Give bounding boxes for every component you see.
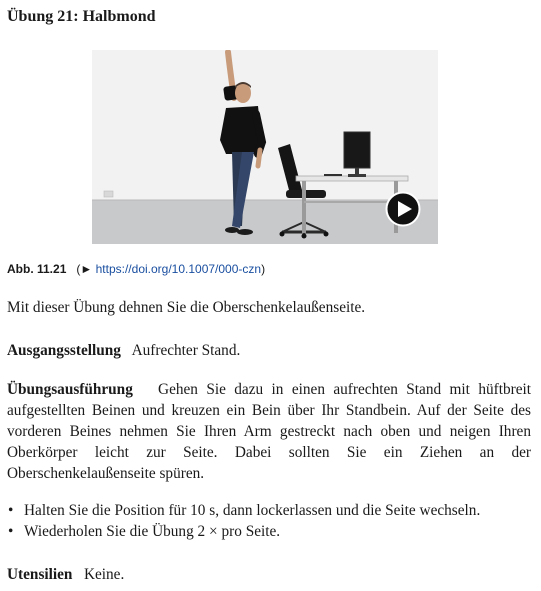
start-position-text: Aufrechter Stand. <box>131 342 241 359</box>
execution-text: Gehen Sie dazu in einen aufrechten Stand mit hüftbreit aufgestellten Beinen und kreuzen ein Bein über Ihr Standbein. Auf der Seite des vorderen Beines nehmen Sie Ihren Arm gestreckt nach oben und neigen Ihren Oberkörper leicht zur Seite. Dabei sollten Sie ein Ziehen an der Oberschenkelaußenseite spüren. <box>7 381 531 482</box>
keyboard <box>324 174 342 176</box>
exercise-video[interactable] <box>92 50 438 244</box>
execution-heading: Übungsausführung <box>7 381 133 398</box>
list-item-text: Halten Sie die Position für 10 s, dann lockerlassen und die Seite wechseln. <box>24 502 481 519</box>
exercise-title: Übung 21: Halbmond <box>7 8 156 25</box>
play-button[interactable] <box>385 191 421 227</box>
wall-outlet <box>104 191 113 197</box>
list-item <box>7 521 531 542</box>
caption-open-paren: ( <box>76 262 81 276</box>
bullet-marker: • <box>8 523 14 540</box>
utensils-paragraph <box>7 564 531 585</box>
intro-text: Mit dieser Übung dehnen Sie die Oberschenkelaußenseite. <box>7 299 366 316</box>
start-position-paragraph <box>7 340 531 361</box>
video-doi-link[interactable]: https://doi.org/10.1007/000-czn <box>95 262 262 276</box>
list-item <box>7 500 531 521</box>
figure-caption <box>7 262 265 276</box>
list-item-text: Wiederholen Sie die Übung 2 × pro Seite. <box>24 523 281 540</box>
play-circle-icon <box>385 191 421 227</box>
execution-paragraph <box>7 379 531 484</box>
bullet-marker: • <box>8 502 14 519</box>
figure-number: Abb. 11.21 <box>7 262 67 276</box>
video-arrow-icon: ► <box>80 262 93 276</box>
start-position-heading: Ausgangsstellung <box>7 342 121 359</box>
caption-close-paren: ) <box>261 262 266 276</box>
utensils-heading: Utensilien <box>7 566 73 583</box>
instruction-list <box>7 500 531 542</box>
utensils-text: Keine. <box>83 566 125 583</box>
